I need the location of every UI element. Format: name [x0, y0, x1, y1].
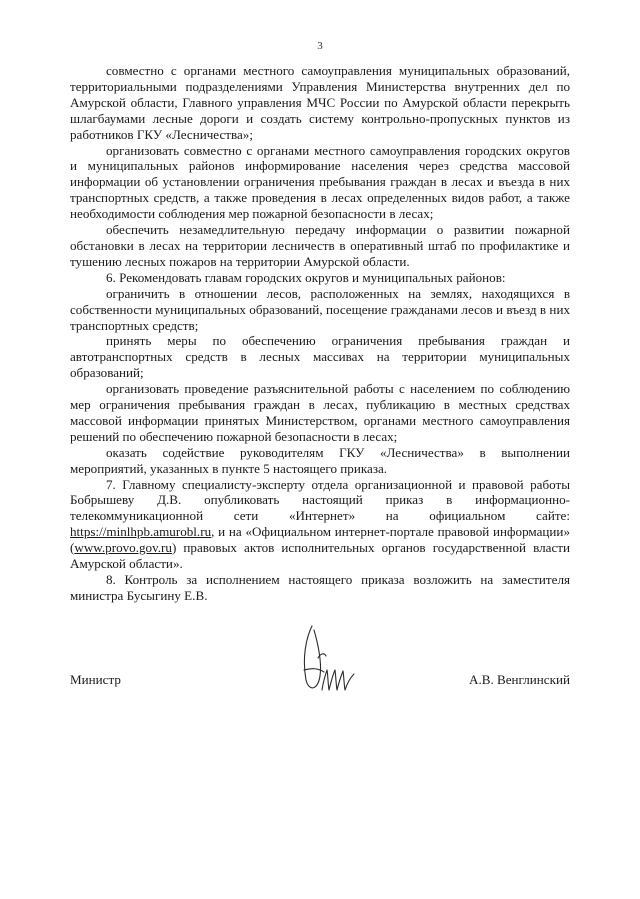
paragraph-item-8-control: 8. Контроль за исполнением настоящего приказа возложить на заместителя министра Бусыгину Е.В.	[70, 572, 570, 603]
paragraph-restrict-vehicles: принять меры по обеспечению ограничения пребывания граждан и автотранспортных средств в лесных массивах на территории муниципальных образований;	[70, 333, 570, 381]
paragraph-item-6-heading: 6. Рекомендовать главам городских округов и муниципальных районов:	[106, 269, 506, 285]
document-body	[70, 63, 570, 604]
ministry-site-link[interactable]: https://minlhpb.amurobl.ru	[70, 524, 212, 540]
paragraph-informing-population: организовать совместно с органами местного самоуправления городских округов и муниципальных районов информирование населения через средства массовой информации об установлении ограничения пребывания граждан в лесах и въезда в них транспортных средств, а также проведения в лесах определенных видов работ, а также необходимости соблюдения мер пожарной безопасности в лесах;	[70, 142, 570, 222]
legal-portal-link[interactable]: www.provo.gov.ru	[74, 540, 172, 556]
paragraph-restrict-forest-access: ограничить в отношении лесов, расположенных на землях, находящихся в собственности муниципальных образований, посещение гражданами лесов и въезд в них транспортных средств;	[70, 285, 570, 333]
signer-name: А.В. Венглинский	[468, 672, 570, 687]
paragraph-assist-forestry: оказать содействие руководителям ГКУ «Лесничества» в выполнении мероприятий, указанных в пункте 5 настоящего приказа.	[70, 444, 570, 476]
item-7-text-end: ) правовых актов исполнительных органов государственной власти Амурской области».	[70, 540, 570, 572]
signer-position: Министр	[70, 672, 121, 687]
paragraph-explanatory-work: организовать проведение разъяснительной работы с населением по соблюдению мер ограничения пребывания граждан в лесах, публикацию в местных средствах массовой информации принятых Министерством, органами местного самоуправления решений по обеспечению пожарной безопасности в лесах;	[70, 381, 570, 444]
item-7-text-start: 7. Главному специалисту-эксперту отдела организационной и правовой работы Бобрышеву Д.В. опубликовать настоящий приказ в информационно-телекоммуникационной сети «Интернет» на официальном сайте:	[70, 476, 570, 524]
item-7-text-middle: , и на «Официальном интернет-портале правовой информации» (	[70, 524, 570, 556]
paragraph-roadblocks: совместно с органами местного самоуправления муниципальных образований, территориальными подразделениями Управления Министерства внутренних дел по Амурской области, Главного управления МЧС России по Амурской области перекрыть шлагбаумами лесные дороги и создать систему контрольно-пропускных пунктов из работников ГКУ «Лесничества»;	[70, 63, 570, 142]
paragraph-item-7-publication	[70, 477, 570, 572]
handwritten-signature	[298, 618, 358, 698]
page-number: 3	[317, 40, 323, 52]
paragraph-fire-info-transfer: обеспечить незамедлительную передачу информации о развитии пожарной обстановки в лесах на территории лесничеств в оперативный штаб по профилактике и тушению лесных пожаров на территории Амурской области.	[70, 222, 570, 269]
